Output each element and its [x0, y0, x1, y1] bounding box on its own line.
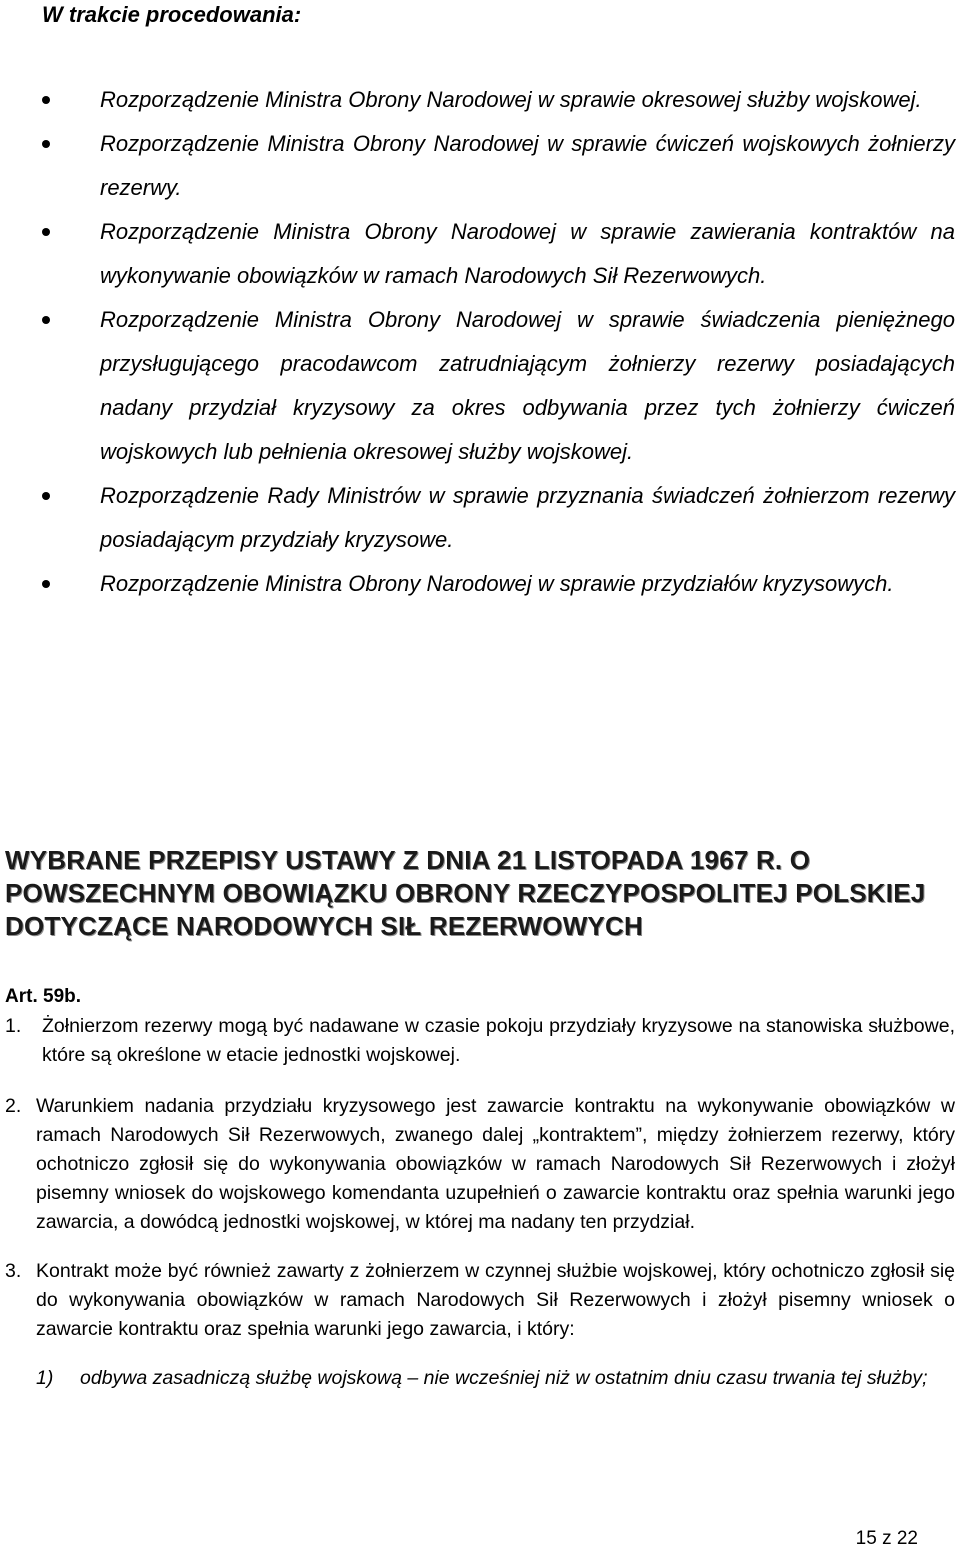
bullet-icon [42, 228, 50, 236]
paragraph-text: Kontrakt może być również zawarty z żołnierzem w czynnej służbie wojskowej, który ochotniczo zgłosił się do wykonywania obowiązków w ramach Narodowych Sił Rezerwowych i złożył pisemny wniosek o zawarcie kontraktu oraz spełnia warunki jego zawarcia, i który: [36, 1260, 955, 1340]
paragraph [0, 1257, 960, 1393]
bullet-icon [42, 316, 50, 324]
list-item: Rozporządzenie Rady Ministrów w sprawie przyznania świadczeń żołnierzom rezerwy posiadającym przydziały kryzysowe. [0, 474, 960, 562]
bullet-icon [42, 140, 50, 148]
list-item: Rozporządzenie Ministra Obrony Narodowej w sprawie świadczenia pieniężnego przysługującego pracodawcom zatrudniającym żołnierzy rezerwy posiadających nadany przydział kryzysowy za okres odbywania przez tych żołnierzy ćwiczeń wojskowych lub pełnienia okresowej służby wojskowej. [0, 298, 960, 474]
list-item: Rozporządzenie Ministra Obrony Narodowej w sprawie zawierania kontraktów na wykonywanie obowiązków w ramach Narodowych Sił Rezerwowych. [0, 210, 960, 298]
paragraph [0, 1012, 960, 1070]
bullet-icon [42, 580, 50, 588]
paragraph-text: Warunkiem nadania przydziału kryzysowego jest zawarcie kontraktu na wykonywanie obowiązków w ramach Narodowych Sił Rezerwowych, zwanego dalej „kontraktem”, między żołnierzem rezerwy, który ochotniczo zgłosił się do wykonywania obowiązków w ramach Narodowych Sił Rezerwowych i złożył pisemny wniosek do wojskowego komendanta uzupełnień o zawarcie kontraktu oraz spełnia warunki jego zawarcia, a dowódcą jednostki wojskowej, w której ma nadany ten przydział. [36, 1095, 955, 1233]
list-item: Rozporządzenie Ministra Obrony Narodowej w sprawie ćwiczeń wojskowych żołnierzy rezerwy. [0, 122, 960, 210]
list-item: Rozporządzenie Ministra Obrony Narodowej w sprawie okresowej służby wojskowej. [0, 78, 960, 122]
document-title: WYBRANE PRZEPISY USTAWY Z DNIA 21 LISTOPADA 1967 R. O POWSZECHNYM OBOWIĄZKU OBRONY RZECZYPOSPOLITEJ POLSKIEJ DOTYCZĄCE NARODOWYCH SIŁ REZERWOWYCH [5, 845, 926, 941]
bullet-icon [42, 96, 50, 104]
bullet-icon [42, 492, 50, 500]
list-item: Rozporządzenie Ministra Obrony Narodowej w sprawie przydziałów kryzysowych. [0, 562, 960, 606]
page-number: 15 z 22 [855, 1528, 918, 1549]
subpoint [36, 1364, 955, 1393]
paragraph [0, 1092, 960, 1237]
subpoint-text: odbywa zasadniczą służbę wojskową – nie wcześniej niż w ostatnim dniu czasu trwania tej służby; [80, 1367, 928, 1389]
section-heading: W trakcie procedowania: [42, 2, 302, 27]
paragraph-number: 3. [5, 1260, 22, 1282]
paragraph-number: 2. [5, 1095, 22, 1117]
article-label: Art. 59b. [5, 986, 82, 1007]
subpoint-number: 1) [36, 1367, 54, 1389]
paragraph-number: 1. [5, 1015, 22, 1037]
paragraph-text: Żołnierzom rezerwy mogą być nadawane w czasie pokoju przydziały kryzysowe na stanowiska służbowe, które są określone w etacie jednostki wojskowej. [42, 1015, 955, 1066]
subpoint-list [36, 1364, 955, 1393]
article-paragraphs [0, 1012, 960, 1393]
regulations-list [0, 78, 960, 606]
